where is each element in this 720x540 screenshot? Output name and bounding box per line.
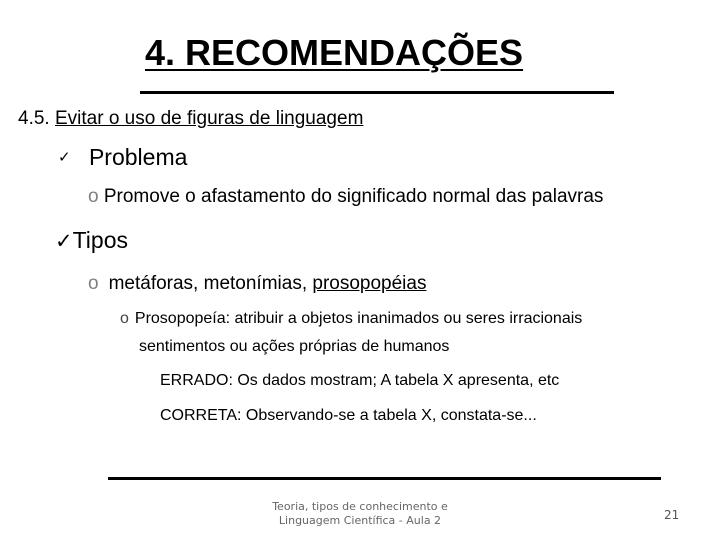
footer-rule [108,477,661,480]
problema-sub [88,186,603,208]
check-icon: ✓ [58,148,71,166]
section-number: 4.5. [18,108,50,129]
circle-bullet-icon: o [120,310,129,327]
footer-line2: Linguagem Científica - Aula 2 [278,514,442,527]
circle-bullet-icon: o [88,273,99,294]
tipos-sub-underlined: prosopopéias [312,273,427,294]
section-title: Evitar o uso de figuras de linguagem [54,108,364,129]
tipos-sub [88,273,426,295]
title-rule [140,91,614,94]
definition-line1: Prosopopeía: atribuir a objetos inanimados ou seres irracionais [134,310,583,327]
example-wrong: ERRADO: Os dados mostram; A tabela X apresenta, etc [160,372,560,389]
bullet-tipos [55,227,128,254]
page-number: 21 [664,508,680,522]
bullet-problema [58,144,187,171]
check-icon: ✓ [55,229,73,253]
slide-title: 4. RECOMENDAÇÕES [145,32,524,73]
circle-bullet-icon: o [88,186,99,207]
tipos-label: Tipos [72,227,128,253]
footer-line1: Teoria, tipos de conhecimento e [272,500,448,513]
tipos-sub-text: metáforas, metonímias, [108,273,313,294]
example-right: CORRETA: Observando-se a tabela X, constata-se... [160,407,537,424]
section-heading [18,108,363,130]
problema-sub-text: Promove o afastamento do significado normal das palavras [103,186,604,207]
prosopopeia-definition [120,310,582,328]
footer-text [255,500,465,528]
problema-label: Problema [88,144,188,170]
definition-line2: sentimentos ou ações próprias de humanos [139,338,450,355]
